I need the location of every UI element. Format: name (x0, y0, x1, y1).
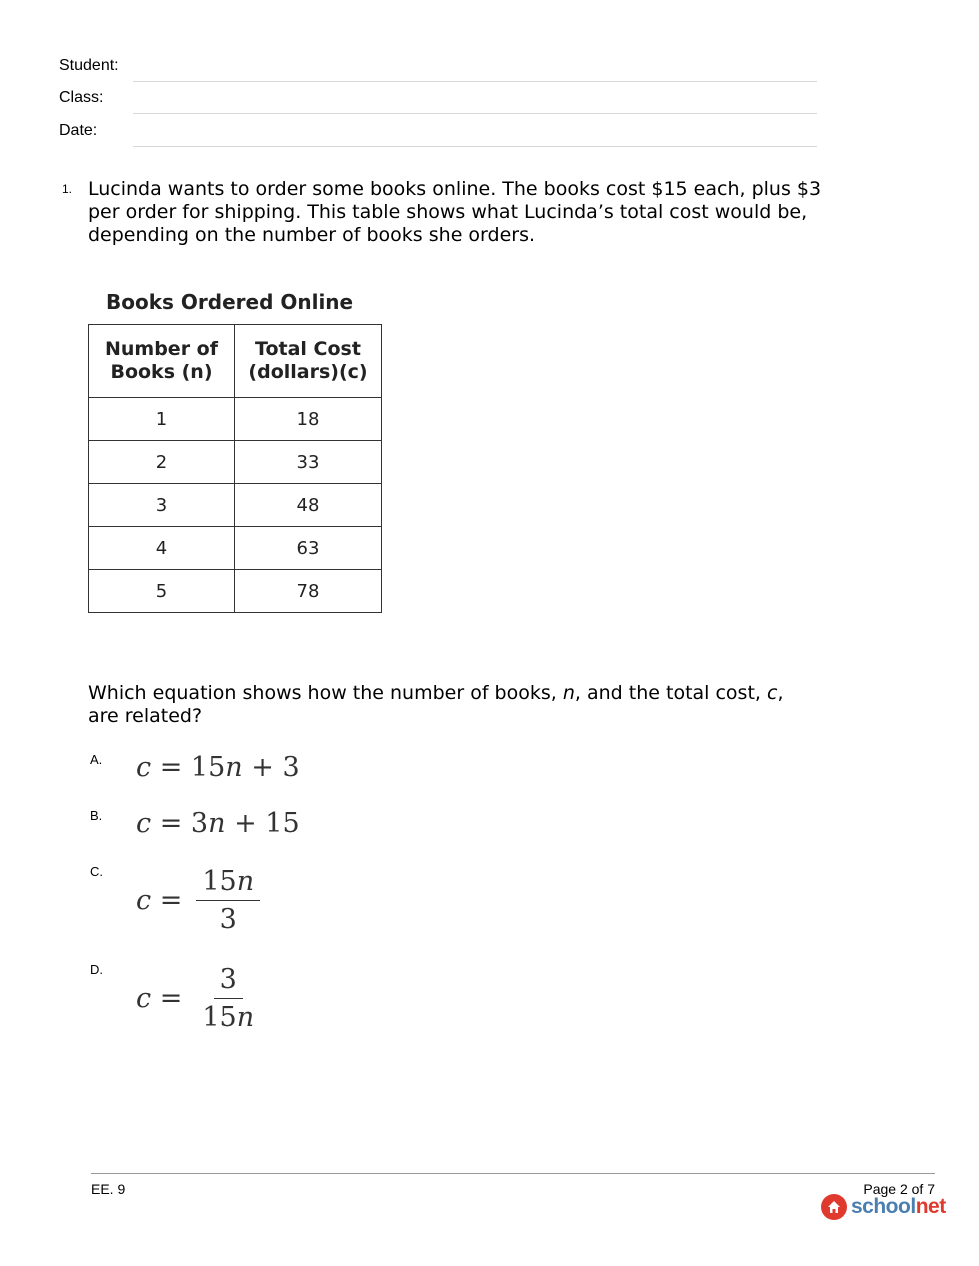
question-prompt (88, 682, 828, 728)
eq-var: n (208, 808, 226, 839)
logo-part: net (915, 1195, 946, 1218)
option-d-letter[interactable]: D. (90, 962, 103, 977)
column-header-line: Books (n) (110, 361, 213, 383)
column-header-line: (dollars)(c) (248, 361, 368, 383)
eq-sign: = (151, 808, 191, 839)
eq-var: n (225, 752, 243, 783)
schoolnet-logo (821, 1194, 946, 1220)
student-label: Student: (59, 57, 119, 74)
den-var: n (236, 1002, 255, 1033)
eq-lhs: c (136, 752, 152, 783)
books-table (88, 324, 382, 613)
prompt-var-n: n (562, 682, 575, 704)
cell-c: 78 (235, 570, 382, 613)
prompt-var-c: c (766, 682, 778, 704)
column-header-number-of-books (89, 325, 235, 398)
eq-lhs (136, 983, 182, 1014)
date-field-line (133, 146, 817, 147)
eq-sign: = (151, 752, 191, 783)
class-label: Class: (59, 89, 104, 106)
cell-n: 2 (89, 441, 235, 484)
prompt-part: Which equation shows how the number of books, (88, 682, 563, 704)
table-row (89, 527, 382, 570)
cell-n: 5 (89, 570, 235, 613)
cell-n: 4 (89, 527, 235, 570)
fraction-numerator (196, 866, 260, 901)
standard-code: EE. 9 (91, 1181, 126, 1197)
eq-rest: + 3 (242, 752, 300, 783)
fraction-denominator: 3 (219, 904, 237, 935)
question-text: Lucinda wants to order some books online. The books cost $15 each, plus $3 per order for shipping. This table shows what Lucinda’s total cost would be, depending on the number of books she orders. (88, 178, 822, 246)
cell-c: 48 (235, 484, 382, 527)
cell-n: 3 (89, 484, 235, 527)
den-coef: 15 (202, 1002, 237, 1033)
num-var: n (236, 866, 255, 897)
num-coef: 15 (202, 866, 237, 897)
eq-fraction (196, 964, 260, 1033)
eq-sign: = (151, 983, 183, 1014)
eq-lhs-var: c (136, 983, 152, 1014)
option-a-equation[interactable] (136, 752, 300, 783)
date-label: Date: (59, 122, 98, 139)
fraction-numerator: 3 (214, 964, 243, 999)
eq-sign: = (151, 885, 183, 916)
column-header-total-cost (235, 325, 382, 398)
cell-c: 63 (235, 527, 382, 570)
option-d-equation[interactable] (136, 964, 260, 1033)
eq-coef: 3 (190, 808, 209, 839)
table-header-row (89, 325, 382, 398)
option-c-equation[interactable] (136, 866, 260, 935)
house-icon (821, 1194, 847, 1220)
option-c-letter[interactable]: C. (90, 864, 103, 879)
cell-c: 33 (235, 441, 382, 484)
prompt-part: are related? (88, 705, 203, 727)
column-header-line: Total Cost (255, 338, 361, 360)
prompt-part: , and the total cost, (574, 682, 767, 704)
eq-lhs (136, 885, 182, 916)
table-title: Books Ordered Online (106, 290, 354, 314)
footer-divider (91, 1173, 935, 1174)
question-number: 1. (62, 182, 73, 196)
table-row (89, 441, 382, 484)
option-b-equation[interactable] (136, 808, 300, 839)
logo-wordmark (851, 1195, 946, 1219)
cell-n: 1 (89, 398, 235, 441)
student-field-line (133, 81, 817, 82)
cell-c: 18 (235, 398, 382, 441)
logo-part: school (851, 1195, 916, 1218)
option-a-letter[interactable]: A. (90, 752, 103, 767)
table-row (89, 570, 382, 613)
prompt-part: , (777, 682, 784, 704)
eq-rest: + 15 (225, 808, 300, 839)
eq-fraction (196, 866, 260, 935)
eq-coef: 15 (190, 752, 226, 783)
eq-lhs-var: c (136, 885, 152, 916)
table-row (89, 398, 382, 441)
class-field-line (133, 113, 817, 114)
page-indicator: Page 2 of 7 (863, 1181, 935, 1197)
eq-lhs: c (136, 808, 152, 839)
table-row (89, 484, 382, 527)
column-header-line: Number of (104, 338, 219, 360)
fraction-denominator (196, 999, 260, 1033)
option-b-letter[interactable]: B. (90, 808, 103, 823)
